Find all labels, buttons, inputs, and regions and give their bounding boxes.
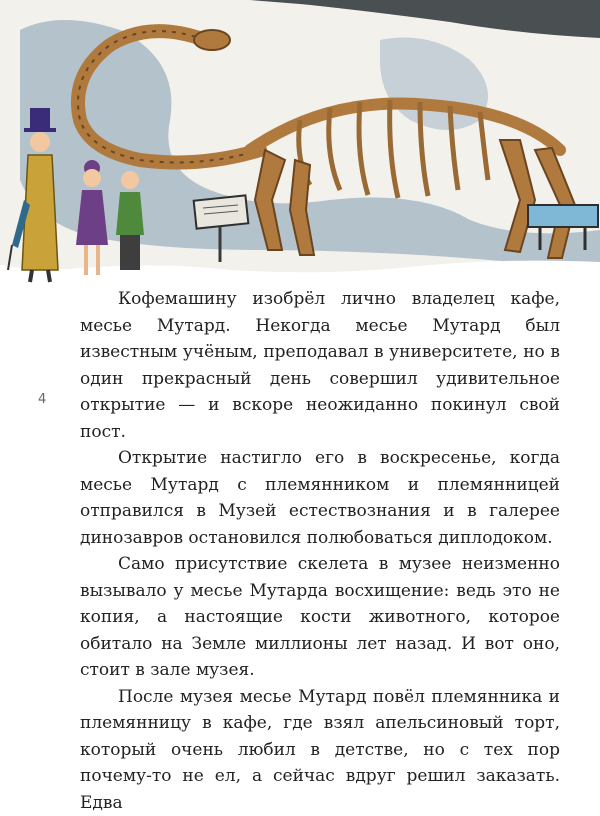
page-number: 4 bbox=[38, 392, 46, 407]
paragraph: Само присутствие скелета в музее неизменно вызывало у месье Мутарда восхищение: ведь это не копия, а настоящие кости животного, которое обитало на Земле миллионы лет назад. И вот оно, стоит в зале музея. bbox=[80, 551, 560, 684]
paragraph: Кофемашину изобрёл лично владелец кафе, месье Мутард. Некогда месье Мутард был известным учёным, преподавал в университете, но в один прекрасный день совершил удивительное открытие — и вскоре неожиданно покинул свой пост. bbox=[80, 286, 560, 445]
dinosaur-museum-illustration bbox=[0, 0, 600, 300]
body-text bbox=[80, 286, 560, 816]
paragraph: Открытие настигло его в воскресенье, когда месье Мутард с племянником и племянницей отправился в Музей естествознания и в галерее динозавров остановился полюбоваться диплодоком. bbox=[80, 445, 560, 551]
paragraph: После музея месье Мутард повёл племянника и племянницу в кафе, где взял апельсиновый торт, который очень любил в детстве, но с тех пор почему-то не ел, а сейчас вдруг решил заказать. Едва bbox=[80, 684, 560, 816]
